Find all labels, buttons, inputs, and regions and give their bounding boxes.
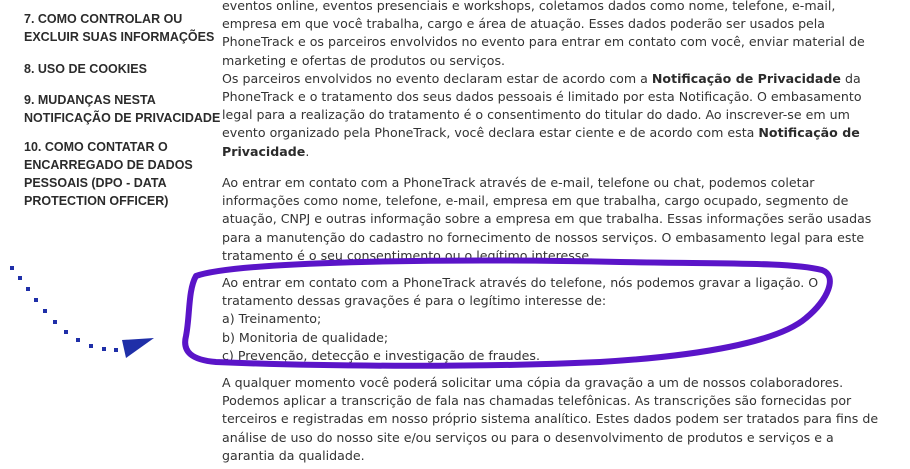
paragraph-contato: Ao entrar em contato com a PhoneTrack através de e-mail, telefone ou chat, podemos coletar informações como nome, telefone, e-mail, empresa em que trabalha, cargo ocupado, segmento de atuação, CNPJ e outras informação sobre a empresa em que trabalha. Essas informações serão usadas para a manutenção do cadastro no fornecimento de nossos serviços. O embasamento legal para este tratamento é o seu consentimento ou o legítimo interesse.	[222, 175, 872, 263]
sidebar-item-contatar-dpo[interactable]: 10. COMO CONTATAR O ENCARREGADO DE DADOS PESSOAIS (DPO - DATA PROTECTION OFFICER)	[24, 140, 193, 208]
arrow-head-icon	[122, 338, 154, 358]
privacy-notice-link: Notificação de Privacidade	[651, 70, 841, 86]
paragraph-gravacao: Ao entrar em contato com a PhoneTrack através do telefone, nós podemos gravar a ligação. O tratamento dessas gravações é para o legítimo interesse de: a) Treinamento; b) Monitoria de qualidade; c) Prevenção, detecção e investigação de fraudes.	[222, 275, 819, 363]
privacy-notice-bold-2: Privacidade	[222, 143, 306, 159]
privacy-notice-bold-1: Notificação de	[758, 125, 860, 141]
sidebar-item-controlar-excluir[interactable]: 7. COMO CONTROLAR OU EXCLUIR SUAS INFORMAÇÕES	[24, 12, 215, 44]
sidebar-item-cookies[interactable]: 8. USO DE COOKIES	[24, 62, 147, 76]
sidebar-item-mudancas[interactable]: 9. MUDANÇAS NESTA NOTIFICAÇÃO DE PRIVACIDADE	[24, 93, 221, 125]
paragraph-transcricao: A qualquer momento você poderá solicitar uma cópia da gravação a um de nossos colaboradores. Podemos aplicar a transcrição de fala nas chamadas telefônicas. As transcrições são fornecidas por terceiros e registradas em nosso próprio sistema analítico. Estes dados podem ser tratados para fins de análise de uso do nosso site e/ou serviços ou para o desenvolvimento de produtos e serviços e a garantia da qualidade.	[222, 375, 879, 463]
paragraph-eventos: eventos online, eventos presenciais e workshops, coletamos dados como nome, telefone, e-mail, empresa em que você trabalha, cargo e área de atuação. Esses dados poderão ser usados pela PhoneTrack e os parceiros envolvidos no evento para entrar em contato com você, enviar material de marketing e ofertas de produtos ou serviços. Os parceiros envolvidos no evento declaram estar de acordo com a Notificação de Privacidade da PhoneTrack e o tratamento dos seus dados pessoais é limitado por esta Notificação. O embasamento legal para a realização do tratamento é o consentimento do titular do dado. Ao inscrever-se em um evento organizado pela PhoneTrack, você declara estar ciente e de acordo com esta Notificação de Privacidade.	[222, 0, 865, 159]
dotted-arrow-annotation	[10, 266, 154, 358]
